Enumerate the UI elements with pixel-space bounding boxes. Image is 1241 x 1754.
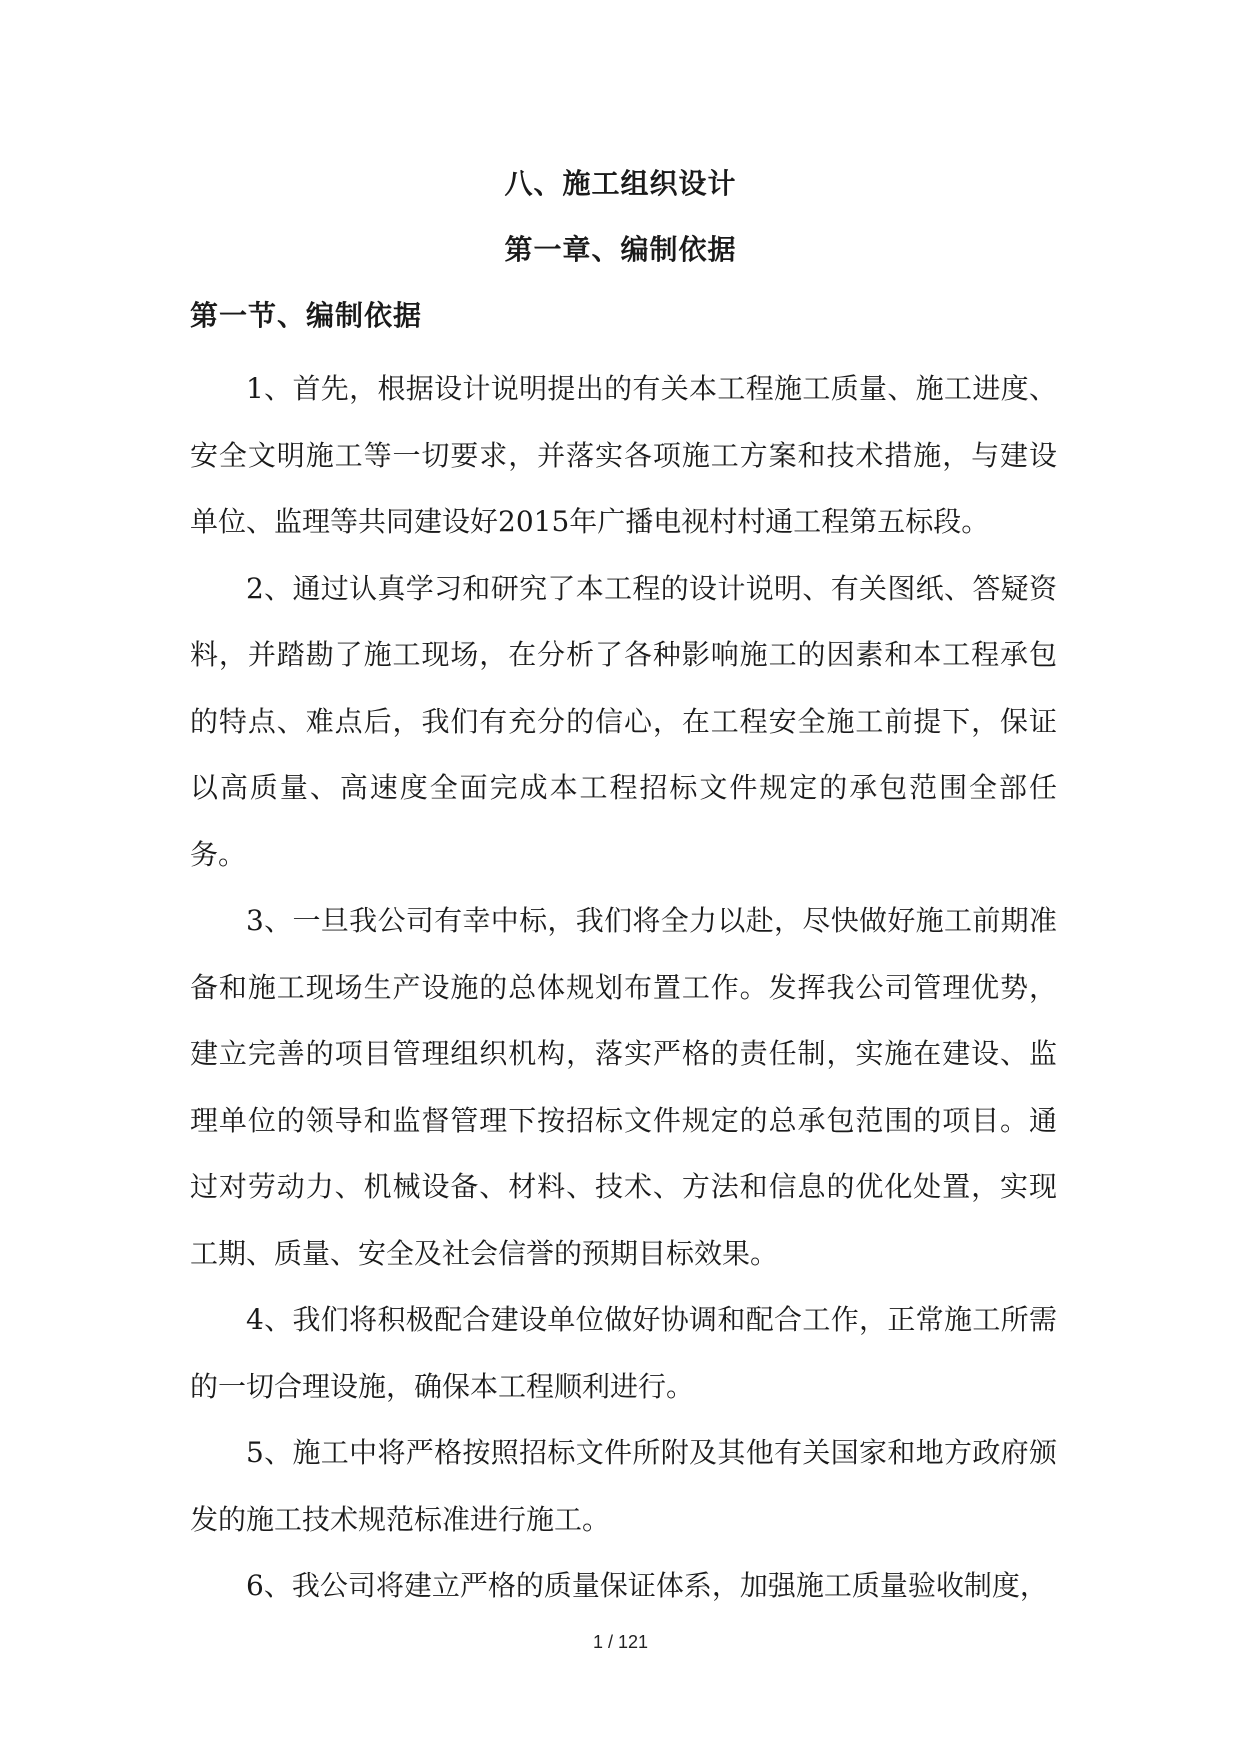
paragraph-6: 6、我公司将建立严格的质量保证体系，加强施工质量验收制度， (246, 1569, 1048, 1602)
paragraph-2: 2、通过认真学习和研究了本工程的设计说明、有关图纸、答疑资料，并踏勘了施工现场，在分析了各种影响施工的因素和本工程承包的特点、难点后，我们有充分的信心，在工程安全施工前提下，保证以高质量、高速度全面完成本工程招标文件规定的承包范围全部任务。 (190, 571, 1057, 871)
document-title: 八、施工组织设计 (504, 167, 737, 200)
paragraph-5: 5、施工中将严格按照招标文件所附及其他有关国家和地方政府颁发的施工技术规范标准进行施工。 (190, 1436, 1057, 1536)
paragraph-1: 1、首先，根据设计说明提出的有关本工程施工质量、施工进度、安全文明施工等一切要求，并落实各项施工方案和技术措施，与建设单位、监理等共同建设好2015年广播电视村村通工程第五标段。 (190, 372, 1057, 538)
section-title: 第一节、编制依据 (190, 299, 423, 332)
body-text (190, 356, 1057, 1620)
paragraph-4: 4、我们将积极配合建设单位做好协调和配合工作，正常施工所需的一切合理设施，确保本工程顺利进行。 (190, 1303, 1057, 1403)
chapter-title: 第一章、编制依据 (504, 233, 737, 266)
paragraph-3: 3、一旦我公司有幸中标，我们将全力以赴，尽快做好施工前期准备和施工现场生产设施的总体规划布置工作。发挥我公司管理优势，建立完善的项目管理组织机构，落实严格的责任制，实施在建设、监理单位的领导和监督管理下按招标文件规定的总承包范围的项目。通过对劳动力、机械设备、材料、技术、方法和信息的优化处置，实现工期、质量、安全及社会信誉的预期目标效果。 (190, 904, 1057, 1270)
page-number: 1 / 121 (592, 1632, 649, 1652)
